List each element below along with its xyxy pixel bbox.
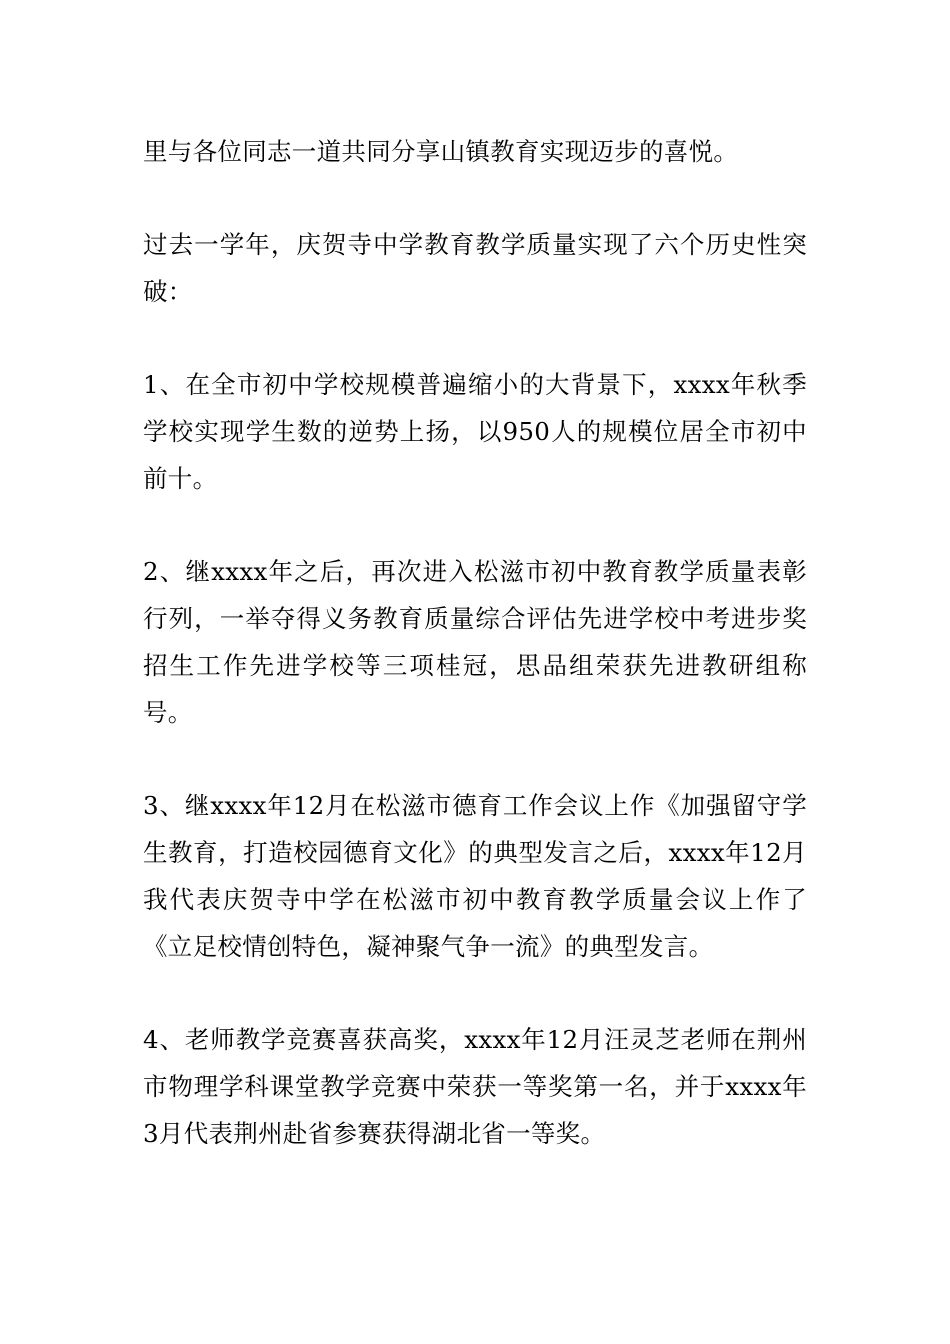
paragraph-intro: 过去一学年，庆贺寺中学教育教学质量实现了六个历史性突破：	[143, 230, 807, 306]
paragraph-continuation: 里与各位同志一道共同分享山镇教育实现迈步的喜悦。	[143, 137, 739, 166]
paragraph-item-4: 4、老师教学竞赛喜获高奖，xxxx年12月汪灵芝老师在荆州市物理学科课堂教学竞赛中荣获一等奖第一名，并于xxxx年3月代表荆州赴省参赛获得湖北省一等奖。	[143, 1025, 807, 1148]
document-body	[143, 128, 807, 1203]
paragraph-item-2: 2、继xxxx年之后，再次进入松滋市初中教育教学质量表彰行列，一举夺得义务教育质量综合评估先进学校中考进步奖招生工作先进学校等三项桂冠，思品组荣获先进教研组称号。	[143, 557, 807, 727]
paragraph-item-1: 1、在全市初中学校规模普遍缩小的大背景下，xxxx年秋季学校实现学生数的逆势上扬，以950人的规模位居全市初中前十。	[143, 370, 807, 493]
paragraph-item-3: 3、继xxxx年12月在松滋市德育工作会议上作《加强留守学生教育，打造校园德育文化》的典型发言之后，xxxx年12月我代表庆贺寺中学在松滋市初中教育教学质量会议上作了《立足校情创特色，凝神聚气争一流》的典型发言。	[143, 791, 807, 961]
